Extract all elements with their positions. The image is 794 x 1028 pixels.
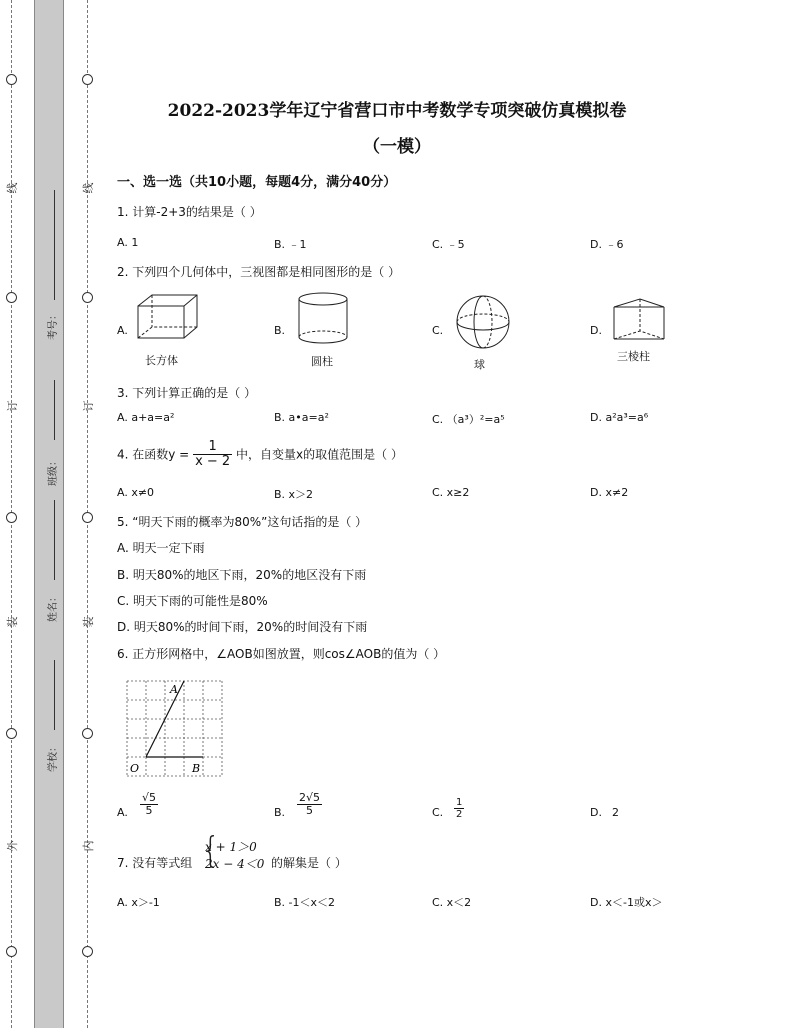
binding-hole (6, 292, 17, 303)
outer-char: 外 (6, 840, 19, 852)
inner-char: 订 (82, 400, 95, 412)
q2-label-d: D. (590, 324, 602, 337)
sphere-figure (452, 293, 514, 355)
binding-hole (82, 74, 93, 85)
grid-angle-figure (124, 678, 226, 782)
q4-option-c: C. x≥2 (432, 486, 470, 499)
outer-char: 线 (6, 182, 19, 194)
q2-label-b: B. (274, 324, 286, 337)
exam-number-label: 考号： (48, 310, 59, 340)
q6-label-a: A. (117, 806, 128, 819)
q6-option-b-numerator: 2√5 (299, 791, 321, 804)
q2-caption-a: 长方体 (145, 354, 178, 367)
triangular-prism-figure (610, 295, 668, 345)
q1-option-b: B. ﹣1 (274, 238, 307, 251)
question-7-stem-before: 7. 没有等式组 (117, 856, 193, 870)
q5-option-c: C. 明天下雨的可能性是80% (117, 594, 268, 608)
q3-option-d: D. a²a³=a⁶ (590, 411, 649, 424)
point-a-label: A (170, 683, 178, 696)
q6-option-b-denominator: 5 (306, 804, 313, 818)
q6-label-c: C. (432, 806, 444, 819)
q3-option-b: B. a•a=a² (274, 411, 329, 424)
q4-option-a: A. x≠0 (117, 486, 155, 499)
question-4-stem (117, 440, 403, 470)
question-7-stem-after: 的解集是（ ） (271, 856, 347, 870)
binding-hole (82, 512, 93, 523)
q4-fraction (193, 440, 232, 470)
q1-option-d: D. ﹣6 (590, 238, 624, 251)
q6-option-c-fraction (454, 797, 464, 820)
q2-label-a: A. (117, 324, 128, 337)
q2-label-c: C. (432, 324, 444, 337)
binding-hole (6, 512, 17, 523)
q4-stem-after: 中，自变量x的取值范围是（ ） (236, 447, 403, 462)
question-1-stem: 1. 计算-2+3的结果是（ ） (117, 205, 262, 219)
q4-option-d: D. x≠2 (590, 486, 629, 499)
exam-number-line (54, 190, 55, 300)
q3-option-c: C. （a³）²=a⁵ (432, 413, 505, 426)
question-5-stem: 5. “明天下雨的概率为80%”这句话指的是（ ） (117, 515, 368, 529)
binding-hole (82, 946, 93, 957)
outer-char: 装 (6, 616, 19, 628)
outer-char: 订 (6, 400, 19, 412)
inequality-system (205, 839, 264, 873)
q1-option-a: A. 1 (117, 236, 139, 249)
q6-option-b-fraction (297, 792, 322, 817)
binding-hole (82, 728, 93, 739)
q2-caption-d: 三棱柱 (617, 350, 650, 363)
q4-fraction-numerator: 1 (193, 440, 232, 455)
page-title: 2022-2023学年辽宁省营口市中考数学专项突破仿真模拟卷 (167, 101, 627, 121)
q7-option-c: C. x＜2 (432, 896, 472, 909)
q6-label-d: D. (590, 806, 602, 819)
q3-option-a: A. a+a=a² (117, 411, 175, 424)
q6-label-b: B. (274, 806, 286, 819)
q6-option-a-fraction (140, 792, 158, 817)
q7-option-d: D. x＜-1或x＞ (590, 896, 663, 909)
point-o-label: O (130, 762, 140, 775)
name-line (54, 500, 55, 580)
cuboid-figure (133, 290, 203, 346)
class-label: 班级： (48, 456, 59, 486)
q7-option-a: A. x＞-1 (117, 896, 160, 909)
q1-option-c: C. ﹣5 (432, 238, 465, 251)
school-label: 学校： (48, 742, 59, 772)
q5-option-a: A. 明天一定下雨 (117, 541, 205, 555)
inequality-brace: { (201, 829, 221, 872)
binding-hole (82, 292, 93, 303)
q4-option-b: B. x＞2 (274, 488, 314, 501)
q4-fraction-denominator: x − 2 (195, 454, 231, 470)
binding-hole (6, 946, 17, 957)
name-label: 姓名： (48, 592, 59, 622)
q5-option-d: D. 明天80%的时间下雨，20%的时间没有下雨 (117, 620, 368, 634)
inner-char: 线 (82, 182, 95, 194)
q7-option-b: B. -1＜x＜2 (274, 896, 336, 909)
q6-option-c-denominator: 2 (456, 809, 463, 820)
question-6-stem: 6. 正方形网格中，∠AOB如图放置，则cos∠AOB的值为（ ） (117, 647, 446, 661)
q4-stem-before: 4. 在函数y = (117, 447, 190, 462)
q5-option-b: B. 明天80%的地区下雨，20%的地区没有下雨 (117, 568, 367, 582)
inequality-line-2: 2x − 4＜0 (205, 857, 265, 871)
binding-hole (6, 74, 17, 85)
question-2-stem: 2. 下列四个几何体中，三视图都是相同图形的是（ ） (117, 265, 401, 279)
q2-caption-b: 圆柱 (311, 355, 333, 368)
q6-option-a-denominator: 5 (145, 804, 153, 818)
school-line (54, 660, 55, 730)
inequality-line-1: x + 1＞0 (205, 840, 257, 854)
class-line (54, 380, 55, 440)
binding-strip (34, 0, 64, 1028)
q6-option-a-numerator: √5 (142, 791, 157, 804)
q2-caption-c: 球 (474, 358, 485, 371)
page-subtitle: （一模） (363, 137, 431, 157)
cylinder-figure (292, 290, 354, 350)
q6-option-c-numerator: 1 (456, 797, 463, 808)
point-b-label: B (192, 762, 201, 775)
inner-char: 内 (82, 840, 95, 852)
binding-hole (6, 728, 17, 739)
section-heading: 一、选一选（共10小题，每题4分，满分40分） (117, 175, 397, 190)
question-3-stem: 3. 下列计算正确的是（ ） (117, 386, 257, 400)
q6-option-d-value: 2 (612, 806, 619, 819)
inner-char: 装 (82, 616, 95, 628)
